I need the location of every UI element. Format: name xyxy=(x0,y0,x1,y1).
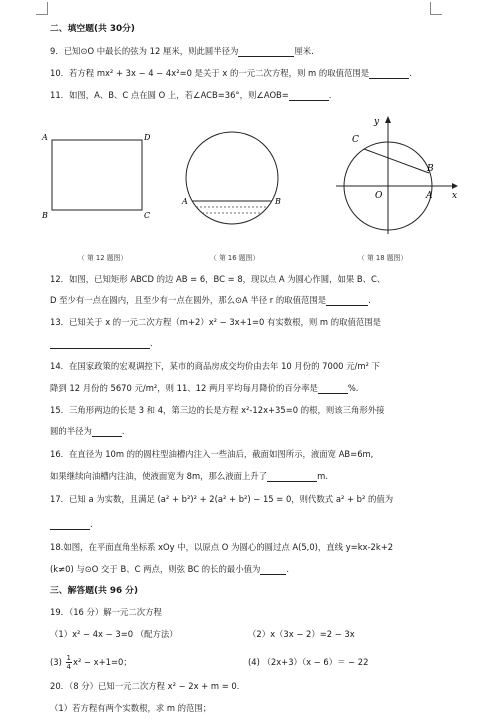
label-O: O xyxy=(375,191,383,201)
q19-p3-label: (3) xyxy=(50,657,62,667)
figure-16-oil-tank xyxy=(180,124,290,234)
rectangle-abcd xyxy=(52,140,142,210)
q9-tail: 厘米. xyxy=(294,46,314,56)
q13-tail: . xyxy=(150,338,153,348)
figure-12-rectangle xyxy=(38,126,158,222)
label-A: A xyxy=(426,191,433,201)
question-20-title: 20．（8 分）已知一元二次方程 x² − 2x + m = 0． xyxy=(50,681,246,691)
question-13-line1: 13．已知关于 x 的一元二次方程（m+2）x² − 3x+1=0 有实数根，则 m 的取值范围是 xyxy=(50,317,381,327)
x-axis-arrow xyxy=(452,183,458,189)
q14-blank xyxy=(318,384,348,394)
label-C: C xyxy=(352,135,359,145)
label-x: x xyxy=(452,191,458,201)
q18-blank xyxy=(260,565,286,575)
question-11 xyxy=(50,90,331,101)
question-20-part1: （1）若方程有两个实数根，求 m 的范围； xyxy=(50,703,212,713)
question-19-part1: （1）x² − 4x − 3=0 （配方法） xyxy=(50,629,178,639)
question-19-part2: （2）x（3x − 2）=2 − 3x xyxy=(248,629,355,639)
label-D: D xyxy=(144,133,151,142)
q12-tail: . xyxy=(368,295,371,305)
y-axis-arrow xyxy=(385,116,391,123)
q16-blank xyxy=(267,472,317,482)
label-B: B xyxy=(275,197,281,206)
q12-text: D 至少有一点在圆内，且至少有一点在圆外，那么⊙A 半径 r 的取值范围是 xyxy=(50,295,327,305)
q11-blank xyxy=(289,91,329,101)
q12-blank xyxy=(326,296,368,306)
q9-text: 9．已知⊙O 中最长的弦为 12 厘米，则此圆半径为 xyxy=(50,46,239,56)
question-10 xyxy=(50,68,412,79)
q15-text: 圆的半径为 xyxy=(50,426,92,436)
q15-tail: . xyxy=(121,426,125,436)
q11-text: 11．如图，A、B、C 点在圆 O 上，若∠ACB=36°，则∠AOB= xyxy=(50,90,289,100)
label-A: A xyxy=(42,133,48,142)
crop-mark-left-v xyxy=(47,2,48,14)
question-18-line1: 18.如图，在平面直角坐标系 xOy 中，以原点 O 为圆心的圆过点 A(5,0)，直线 y=kx-2k+2 xyxy=(50,542,394,552)
q19-p3-text: x² − x+1=0； xyxy=(73,657,132,667)
crop-mark-right-v xyxy=(430,2,431,14)
q14-tail: %. xyxy=(347,383,359,393)
question-12-line1: 12．如图，已知矩形 ABCD 的边 AB = 6，BC = 8，现以点 A 为圆心作圆，如果 B、C、 xyxy=(50,274,386,284)
question-16-line1: 16．在直径为 10m 的的圆柱型油槽内注入一些油后，截面如图所示，液面宽 AB=6m, xyxy=(50,449,374,459)
q15-blank xyxy=(92,427,122,437)
caption-figure-12: （ 第 12 题图） xyxy=(78,254,128,262)
q18-text: (k≠0) 与⊙O 交于 B、C 两点，则弦 BC 的长的最小值为 xyxy=(50,564,261,574)
caption-figure-16: （ 第 16 题图） xyxy=(210,254,260,262)
fraction-denominator: 4 xyxy=(66,663,72,671)
question-14-line2 xyxy=(50,383,358,394)
q17-blank xyxy=(50,520,90,530)
question-15-line1: 15．三角形两边的长是 3 和 4，第三边的长是方程 x²-12x+35=0 的根，则该三角形外接 xyxy=(50,405,385,415)
question-9 xyxy=(50,46,314,57)
q18-tail: . xyxy=(286,564,290,574)
q14-text: 降到 12 月份的 5670 元/m²，则 11、12 两月平均每月降价的百分率是 xyxy=(50,383,318,393)
crop-mark-right-h xyxy=(430,14,442,15)
question-19-part4: (4) （2x+3）（x − 6）＝ − 22 xyxy=(248,657,369,667)
figure-18-coordinate-circle xyxy=(328,110,468,240)
question-13-line2 xyxy=(50,338,153,349)
q13-blank xyxy=(50,339,150,349)
label-y: y xyxy=(374,117,380,127)
label-B: B xyxy=(42,211,48,220)
question-19-part3 xyxy=(50,652,132,672)
question-18-line2 xyxy=(50,564,289,575)
tank-circle xyxy=(186,132,278,224)
q16-text: 如果继续向油槽内注油，使液面宽为 8m，那么液面上升了 xyxy=(50,471,268,481)
q19-p3-fraction xyxy=(66,654,72,671)
section-answer-heading: 三、解答题(共 96 分) xyxy=(50,586,138,596)
q16-tail: m. xyxy=(317,471,328,481)
question-16-line2 xyxy=(50,471,328,482)
q9-blank xyxy=(238,47,294,57)
q17-tail: . xyxy=(90,519,93,529)
chord-bc xyxy=(364,149,429,173)
label-B: B xyxy=(427,164,434,174)
label-C: C xyxy=(144,211,151,220)
label-A: A xyxy=(182,197,188,206)
q10-blank xyxy=(369,69,409,79)
fraction-numerator: 1 xyxy=(66,654,72,662)
caption-figure-18: （ 第 18 题图） xyxy=(358,254,408,262)
q10-tail: . xyxy=(409,68,412,78)
question-19-title: 19．（16 分）解一元二次方程 xyxy=(50,607,162,617)
q11-tail: . xyxy=(328,90,332,100)
section-fill-in-heading: 二、填空题(共 30分) xyxy=(50,24,135,34)
question-14-line1: 14．在国家政策的宏观调控下，某市的商品房成交均价由去年 10 月份的 7000 元/m² 下 xyxy=(50,361,380,371)
crop-mark-left-h xyxy=(36,14,48,15)
question-17-line2 xyxy=(50,519,93,530)
question-12-line2 xyxy=(50,295,371,306)
q10-text: 10．若方程 mx² + 3x − 4 − 4x²=0 是关于 x 的一元二次方程，则 m 的取值范围是 xyxy=(50,68,370,78)
question-15-line2 xyxy=(50,426,125,437)
question-17-line1: 17．已知 a 为实数，且满足 (a² + b²)² + 2(a² + b²) − 15 = 0，则代数式 a² + b² 的值为 xyxy=(50,494,394,504)
